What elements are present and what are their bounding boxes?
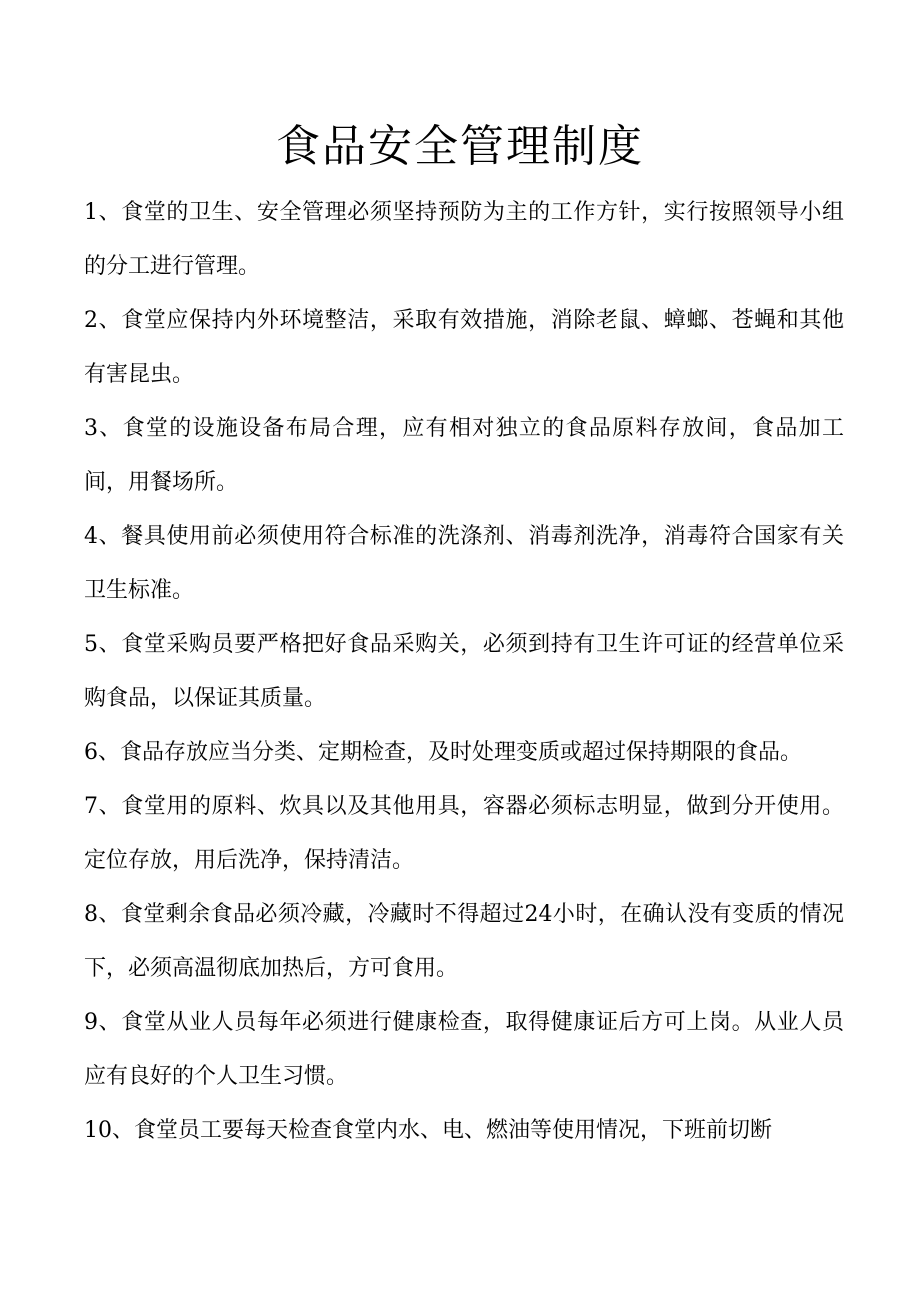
- clause-8: 8、食堂剩余食品必须冷藏，冷藏时不得超过24小时，在确认没有变质的情况下，必须高温彻底加热后，方可食用。: [84, 902, 844, 981]
- clause-9: 9、食堂从业人员每年必须进行健康检查，取得健康证后方可上岗。从业人员应有良好的个人卫生习惯。: [84, 1010, 844, 1089]
- clause-5: 5、食堂采购员要严格把好食品采购关，必须到持有卫生许可证的经营单位采购食品，以保证其质量。: [84, 632, 844, 711]
- clause-4: 4、餐具使用前必须使用符合标准的洗涤剂、消毒剂洗净，消毒符合国家有关卫生标准。: [84, 524, 844, 603]
- clause-1: 1、食堂的卫生、安全管理必须坚持预防为主的工作方针，实行按照领导小组的分工进行管理。: [84, 200, 844, 279]
- document-title: 食品安全管理制度: [276, 121, 644, 172]
- clause-6: 6、食品存放应当分类、定期检查，及时处理变质或超过保持期限的食品。: [84, 740, 802, 765]
- clause-2: 2、食堂应保持内外环境整洁，采取有效措施，消除老鼠、蟑螂、苍蝇和其他有害昆虫。: [84, 308, 844, 387]
- document-body: [84, 186, 844, 1158]
- clause-3: 3、食堂的设施设备布局合理，应有相对独立的食品原料存放间，食品加工间，用餐场所。: [84, 416, 844, 495]
- clause-10: 10、食堂员工要每天检查食堂内水、电、燃油等使用情况，下班前切断: [84, 1118, 772, 1143]
- clause-7: 7、食堂用的原料、炊具以及其他用具，容器必须标志明显，做到分开使用。定位存放，用后洗净，保持清洁。: [84, 794, 844, 873]
